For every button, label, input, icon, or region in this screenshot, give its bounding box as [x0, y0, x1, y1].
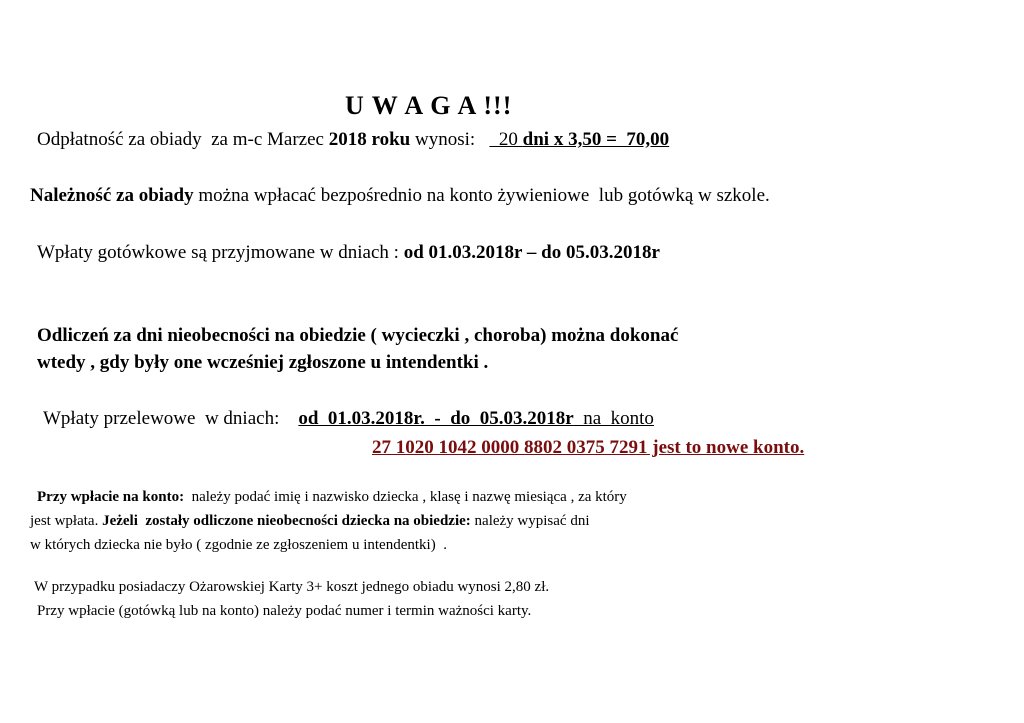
- transfer-dates: od 01.03.2018r. - do 05.03.2018r: [298, 408, 574, 429]
- instructions-bold-1: Przy wpłacie na konto:: [37, 489, 185, 505]
- fee-line: [37, 130, 669, 149]
- fee-calc-lead: 20: [489, 129, 523, 150]
- instructions-line-3: w których dziecka nie było ( zgodnie ze zgłoszeniem u intendentki) .: [30, 537, 447, 553]
- absence-note-line-2: wtedy , gdy były one wcześniej zgłoszone u intendentki .: [37, 352, 489, 373]
- fee-calc-amount: dni x 3,50 = 70,00: [522, 129, 670, 150]
- fee-calculation: [489, 129, 669, 150]
- fee-year: 2018 roku: [328, 129, 411, 150]
- absence-note-line-1: Odliczeń za dni nieobecności na obiedzie ( wycieczki , choroba) można dokonać: [37, 325, 679, 346]
- instructions-line-2: [30, 514, 590, 529]
- cash-payment-dates: od 01.03.2018r – do 05.03.2018r: [403, 242, 660, 263]
- transfer-text: Wpłaty przelewowe w dniach:: [43, 408, 299, 429]
- instructions-line-1: [37, 490, 627, 505]
- card-note-line-1: W przypadku posiadaczy Ożarowskiej Karty 3+ koszt jednego obiadu wynosi 2,80 zł.: [34, 579, 550, 595]
- card-note-line-2: Przy wpłacie (gotówką lub na konto) należy podać numer i termin ważności karty.: [37, 603, 532, 619]
- cash-payment-line: [37, 243, 660, 262]
- payment-info-bold: Należność za obiady: [30, 185, 194, 206]
- instructions-lead-2: jest wpłata.: [30, 513, 103, 529]
- payment-info-rest: można wpłacać bezpośrednio na konto żywieniowe lub gotówką w szkole.: [193, 185, 770, 206]
- instructions-rest-2: należy wypisać dni: [470, 513, 590, 529]
- cash-payment-text: Wpłaty gotówkowe są przyjmowane w dniach :: [37, 242, 404, 263]
- page-title: U W A G A !!!: [345, 91, 513, 120]
- instructions-rest-1: należy podać imię i nazwisko dziecka , klasę i nazwę miesiąca , za który: [184, 489, 627, 505]
- fee-prefix: Odpłatność za obiady za m-c Marzec: [37, 129, 329, 150]
- account-number: 27 1020 1042 0000 8802 0375 7291 jest to nowe konto.: [372, 437, 805, 458]
- transfer-line: [43, 409, 654, 428]
- transfer-tail: na konto: [573, 408, 654, 429]
- instructions-bold-2: Jeżeli zostały odliczone nieobecności dziecka na obiedzie:: [102, 513, 471, 529]
- payment-info-line: [30, 186, 770, 205]
- fee-middle: wynosi:: [410, 129, 490, 150]
